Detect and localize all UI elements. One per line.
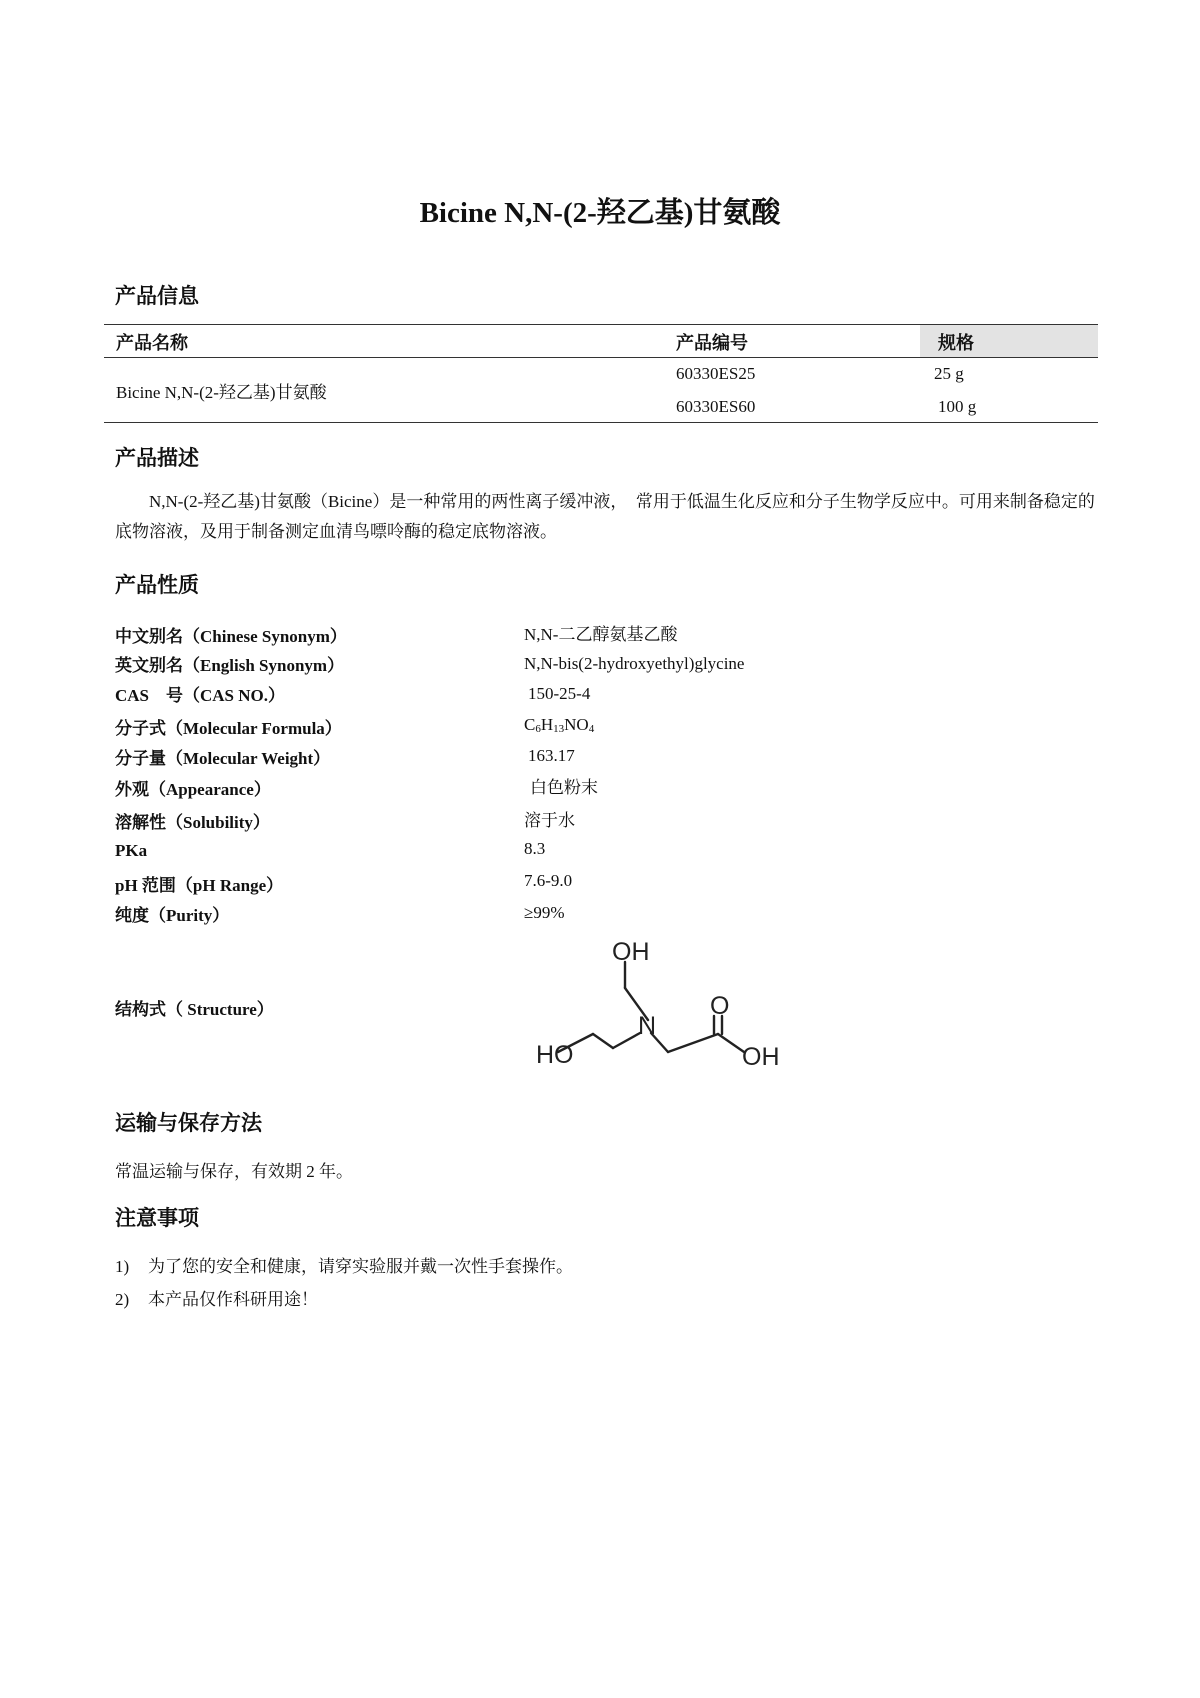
page-title: Bicine N,N-(2-羟乙基)甘氨酸: [419, 197, 781, 229]
property-label: 分子量（Molecular Weight）: [115, 749, 331, 768]
property-value: 8.3: [524, 839, 546, 858]
product-table: [104, 324, 1098, 423]
property-value: 溶于水: [524, 811, 575, 830]
structure-label: 结构式（ Structure）: [115, 1000, 274, 1019]
section-heading-notes: 注意事项: [115, 1206, 199, 1230]
property-value: ≥99%: [524, 903, 565, 922]
note-number: 1): [115, 1257, 130, 1276]
property-value: 7.6-9.0: [524, 871, 573, 890]
property-value: N,N-bis(2-hydroxyethyl)glycine: [524, 654, 745, 673]
note-number: 2): [115, 1290, 130, 1309]
bond: [718, 1034, 744, 1052]
note-item: [115, 1252, 573, 1277]
note-item: [115, 1285, 318, 1310]
shipping-text: 常温运输与保存，有效期 2 年。: [115, 1162, 353, 1181]
atom-label: OH: [742, 1043, 780, 1071]
product-spec-cell: 100 g: [938, 397, 977, 416]
table-bottom-rule: [104, 422, 1098, 423]
property-label: CAS 号（CAS NO.）: [115, 686, 286, 705]
property-label: 纯度（Purity）: [115, 906, 230, 925]
section-heading-shipping: 运输与保存方法: [115, 1111, 262, 1135]
product-code-cell: 60330ES25: [676, 364, 756, 383]
product-name-cell: Bicine N,N-(2-羟乙基)甘氨酸: [116, 383, 327, 402]
table-header-code: 产品编号: [676, 333, 748, 353]
description-paragraph: N,N-(2-羟乙基)甘氨酸（Bicine）是一种常用的两性离子缓冲液， 常用于低温生化反应和分子生物学反应中。可用来制备稳定的底物溶液，及用于制备测定血清鸟嘌呤酶的稳定底物溶液。: [115, 492, 1095, 541]
atom-label: OH: [612, 938, 650, 966]
table-header-name: 产品名称: [116, 333, 188, 353]
atom-label: O: [710, 992, 730, 1020]
section-heading-properties: 产品性质: [115, 573, 199, 597]
property-label: 溶解性（Solubility）: [115, 813, 270, 832]
section-heading-description: 产品描述: [115, 446, 199, 470]
property-label: pH 范围（pH Range）: [115, 876, 284, 895]
property-label: 英文别名（English Synonym）: [115, 656, 345, 675]
property-value: 163.17: [528, 746, 575, 765]
section-heading-info: 产品信息: [115, 284, 199, 308]
bond: [668, 1034, 718, 1052]
structure-diagram: [528, 938, 788, 1078]
property-label: 中文别名（Chinese Synonym）: [115, 627, 347, 646]
atom-label: N: [638, 1012, 657, 1040]
property-value: 150-25-4: [528, 684, 591, 703]
property-label: PKa: [115, 841, 148, 860]
table-top-rule: [104, 324, 1098, 325]
table-header-rule: [104, 357, 1098, 358]
bond: [593, 1034, 613, 1048]
bond: [613, 1033, 640, 1048]
molecular-formula: $C_6H_{13}NO_4$: [524, 715, 595, 735]
table-header-spec: 规格: [938, 333, 974, 353]
product-spec-cell: 25 g: [934, 364, 964, 383]
property-label: 分子式（Molecular Formula）: [115, 719, 342, 738]
property-label: 外观（Appearance）: [115, 780, 271, 799]
note-text: 本产品仅作科研用途！: [148, 1290, 318, 1309]
property-value: 白色粉末: [530, 778, 598, 797]
note-text: 为了您的安全和健康，请穿实验服并戴一次性手套操作。: [148, 1257, 573, 1276]
product-code-cell: 60330ES60: [676, 397, 756, 416]
atom-label: HO: [536, 1041, 574, 1069]
property-value: N,N-二乙醇氨基乙酸: [524, 625, 678, 644]
